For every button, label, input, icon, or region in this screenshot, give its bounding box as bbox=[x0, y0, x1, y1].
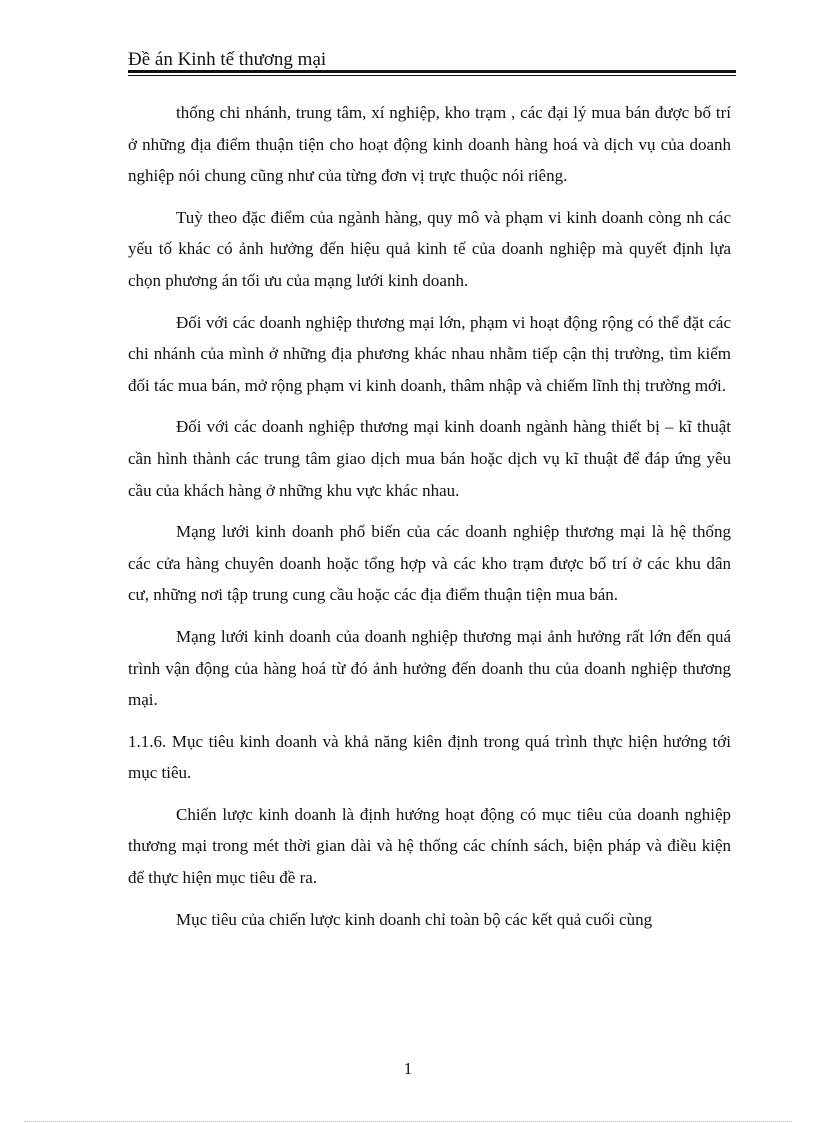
paragraph: Chiến lược kinh doanh là định hướng hoạt động có mục tiêu của doanh nghiệp thương mại trong mét thời gian dài và hệ thống các chính sách, biện pháp và điều kiện để thực hiện mục tiêu đề ra. bbox=[128, 804, 731, 888]
page-bottom-border bbox=[24, 1121, 792, 1122]
page-header-title: Đề án Kinh tế thương mại bbox=[128, 49, 327, 70]
page-number: 1 bbox=[403, 1059, 413, 1078]
header-rule-thin bbox=[128, 75, 736, 76]
paragraph: Mục tiêu của chiến lược kinh doanh chỉ toàn bộ các kết quả cuối cùng bbox=[176, 909, 653, 929]
header-rule-thick bbox=[128, 70, 736, 73]
paragraph: Mạng lưới kinh doanh phổ biến của các doanh nghiệp thương mại là hệ thống các cửa hàng chuyên doanh hoặc tổng hợp và các kho trạm được bố trí ở các khu dân cư, những nơi tập trung cung cầu hoặc các địa điểm thuận tiện mua bán. bbox=[128, 522, 731, 605]
paragraph: Đối với các doanh nghiệp thương mại kinh doanh ngành hàng thiết bị – kĩ thuật cần hình thành các trung tâm giao dịch mua bán hoặc dịch vụ kĩ thuật để đáp ứng yêu cầu của khách hàng ở những khu vực khác nhau. bbox=[128, 417, 731, 500]
paragraph: Mạng lưới kinh doanh của doanh nghiệp thương mại ảnh hưởng rất lớn đến quá trình vận động của hàng hoá từ đó ảnh hưởng đến doanh thu của doanh nghiệp thương mại. bbox=[128, 626, 731, 710]
section-heading: 1.1.6. Mục tiêu kinh doanh và khả năng kiên định trong quá trình thực hiện hướng tới mục tiêu. bbox=[128, 731, 731, 783]
paragraph: Tuỳ theo đặc điểm của ngành hàng, quy mô và phạm vi kinh doanh còng nh các yếu tố khác có ảnh hưởng đến hiệu quả kinh tế của doanh nghiệp mà quyết định lựa chọn phương án tối ưu của mạng lưới kinh doanh. bbox=[128, 207, 731, 290]
paragraph: thống chi nhánh, trung tâm, xí nghiệp, kho trạm , các đại lý mua bán được bố trí ở những địa điểm thuận tiện cho hoạt động kinh doanh hàng hoá và dịch vụ của doanh nghiệp nói chung cũng như của từng đơn vị trực thuộc nói riêng. bbox=[128, 103, 731, 186]
document-body bbox=[128, 97, 731, 945]
paragraph: Đối với các doanh nghiệp thương mại lớn, phạm vi hoạt động rộng có thể đặt các chi nhánh của mình ở những địa phương khác nhau nhằm tiếp cận thị trường, tìm kiếm đối tác mua bán, mở rộng phạm vi kinh doanh, thâm nhập và chiếm lĩnh thị trường mới. bbox=[128, 312, 731, 395]
